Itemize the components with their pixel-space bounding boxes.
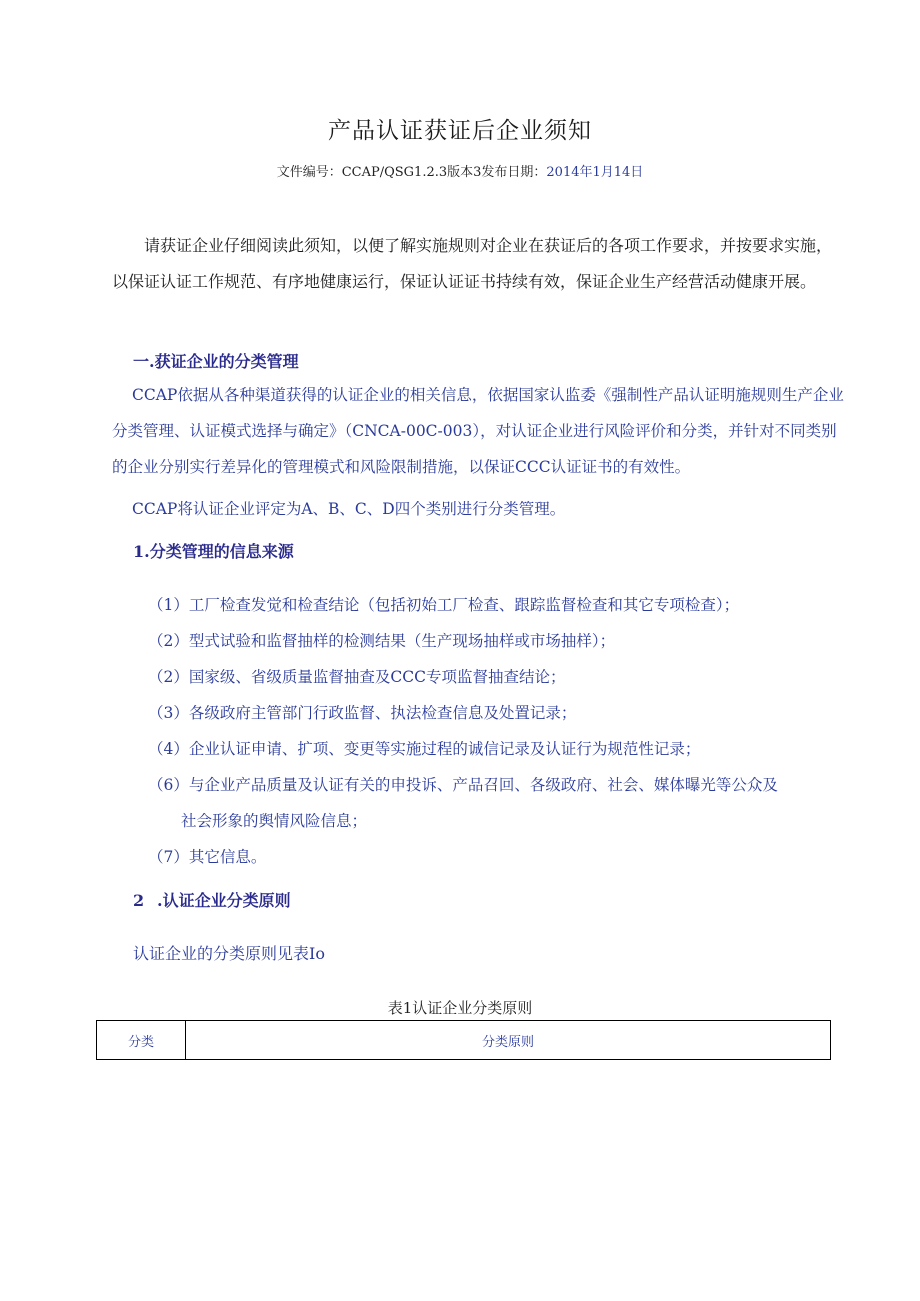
table-header-row xyxy=(97,1021,831,1060)
section1-paragraph-2 xyxy=(112,491,847,527)
table-caption: 表1认证企业分类原则 xyxy=(387,999,533,1017)
list-item-line-1: （6）与企业产品质量及认证有关的申投诉、产品召回、各级政府、社会、媒体曝光等公众及 xyxy=(148,776,778,794)
list-item: （1）工厂检查发觉和检查结论（包括初始工厂检查、跟踪监督检查和其它专项检查）； xyxy=(148,596,740,614)
section1-2-text: 认证企业的分类原则见表Io xyxy=(133,944,325,963)
section-heading-1: 一.获证企业的分类管理 xyxy=(133,352,299,371)
list-item: （4）企业认证申请、扩项、变更等实施过程的诚信记录及认证行为规范性记录； xyxy=(148,740,701,758)
list-item: （7）其它信息。 xyxy=(148,848,267,866)
section-number: 2 xyxy=(133,891,145,910)
section-heading-text: .认证企业分类原则 xyxy=(157,891,291,910)
meta-prefix: 文件编号：CCAP/QSG1.2.3版本3发布日期： xyxy=(276,165,547,180)
section-heading-1-2 xyxy=(133,888,291,911)
list-item-line-2: 社会形象的舆情风险信息； xyxy=(181,812,368,830)
classification-table xyxy=(96,1020,831,1060)
section1-paragraph-1-text: CCAP依据从各种渠道获得的认证企业的相关信息，依据国家认监委《强制性产品认证明施规则生产企业分类管理、认证模式选择与确定》（CNCA-00C-003），对认证企业进行风险评价和分类，并针对不同类别的企业分别实行差异化的管理模式和风险限制措施，以保证CCC认证证书的有效性。 xyxy=(112,386,844,476)
table-header-principle: 分类原则 xyxy=(186,1021,831,1060)
intro-text: 请获证企业仔细阅读此须知，以便了解实施规则对企业在获证后的各项工作要求，并按要求实施，以保证认证工作规范、有序地健康运行，保证认证证书持续有效，保证企业生产经营活动健康开展。 xyxy=(112,236,833,291)
list-item: （3）各级政府主管部门行政监督、执法检查信息及处置记录； xyxy=(148,704,577,722)
section1-paragraph-2-text: CCAP将认证企业评定为A、B、C、D四个类别进行分类管理。 xyxy=(132,500,566,518)
document-title: 产品认证获证后企业须知 xyxy=(328,118,592,144)
meta-date: 2014年1月14日 xyxy=(546,165,644,180)
section-heading-1-1: 1.分类管理的信息来源 xyxy=(133,542,294,561)
list-item: （2）国家级、省级质量监督抽查及CCC专项监督抽查结论； xyxy=(148,668,566,686)
info-source-list xyxy=(148,587,848,875)
table-header-category: 分类 xyxy=(97,1021,186,1060)
list-item xyxy=(148,767,848,839)
document-meta xyxy=(0,161,920,180)
list-item: （2）型式试验和监督抽样的检测结果（生产现场抽样或市场抽样）； xyxy=(148,632,616,650)
intro-paragraph xyxy=(112,228,842,300)
section1-paragraph-1 xyxy=(112,377,847,485)
